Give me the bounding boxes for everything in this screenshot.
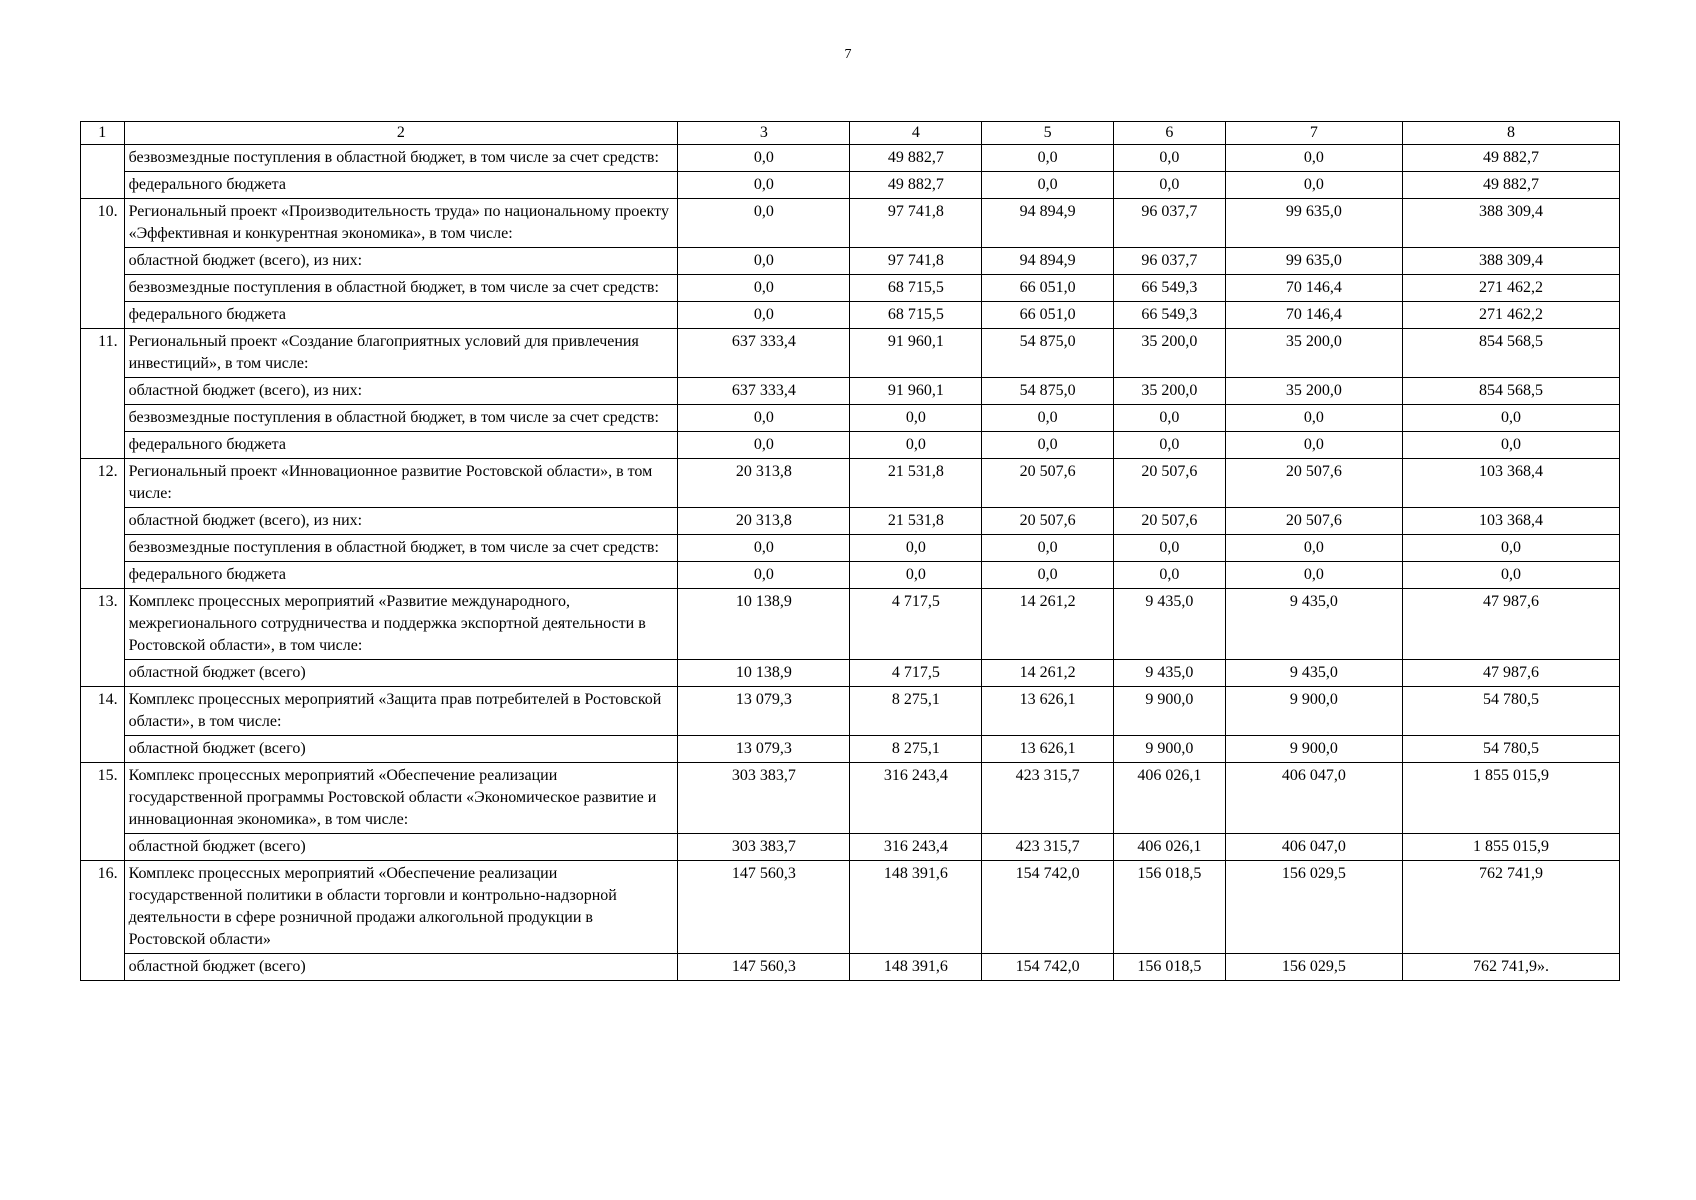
- row-value: 0,0: [1225, 145, 1402, 172]
- row-value: 54 875,0: [982, 378, 1114, 405]
- row-value: 0,0: [1114, 145, 1226, 172]
- row-value: 20 507,6: [982, 508, 1114, 535]
- row-value: 10 138,9: [678, 589, 850, 660]
- row-value: 68 715,5: [850, 275, 982, 302]
- row-value: 20 507,6: [1114, 508, 1226, 535]
- row-value: 91 960,1: [850, 378, 982, 405]
- table-row: [81, 834, 1620, 861]
- row-label: безвозмездные поступления в областной бюджет, в том числе за счет средств:: [124, 275, 678, 302]
- column-header: 3: [678, 122, 850, 145]
- row-value: 91 960,1: [850, 329, 982, 378]
- row-label: Региональный проект «Производительность труда» по национальному проекту «Эффективная и конкурентная экономика», в том числе:: [124, 199, 678, 248]
- row-value: 20 507,6: [1225, 459, 1402, 508]
- column-header: 4: [850, 122, 982, 145]
- row-label: федерального бюджета: [124, 302, 678, 329]
- row-value: 854 568,5: [1403, 329, 1620, 378]
- row-value: 0,0: [982, 432, 1114, 459]
- row-value: 156 029,5: [1225, 861, 1402, 954]
- row-value: 8 275,1: [850, 687, 982, 736]
- row-value: 103 368,4: [1403, 459, 1620, 508]
- row-value: 0,0: [850, 432, 982, 459]
- row-value: 0,0: [678, 199, 850, 248]
- row-label: Региональный проект «Создание благоприятных условий для привлечения инвестиций», в том числе:: [124, 329, 678, 378]
- table-row: [81, 302, 1620, 329]
- column-header: 7: [1225, 122, 1402, 145]
- row-value: 271 462,2: [1403, 275, 1620, 302]
- row-label: федерального бюджета: [124, 172, 678, 199]
- row-value: 423 315,7: [982, 763, 1114, 834]
- row-value: 637 333,4: [678, 378, 850, 405]
- row-value: 20 507,6: [982, 459, 1114, 508]
- row-value: 9 435,0: [1114, 589, 1226, 660]
- row-value: 70 146,4: [1225, 302, 1402, 329]
- row-index: 10.: [81, 199, 125, 329]
- row-value: 0,0: [1225, 562, 1402, 589]
- row-value: 49 882,7: [850, 172, 982, 199]
- row-label: федерального бюджета: [124, 562, 678, 589]
- row-value: 66 051,0: [982, 275, 1114, 302]
- budget-table: [80, 121, 1620, 981]
- row-value: 148 391,6: [850, 861, 982, 954]
- row-value: 156 029,5: [1225, 954, 1402, 981]
- row-value: 156 018,5: [1114, 861, 1226, 954]
- row-value: 0,0: [678, 535, 850, 562]
- row-value: 0,0: [982, 172, 1114, 199]
- row-value: 20 507,6: [1225, 508, 1402, 535]
- row-value: 0,0: [678, 405, 850, 432]
- table-row: [81, 954, 1620, 981]
- column-header-row: [81, 122, 1620, 145]
- row-value: 156 018,5: [1114, 954, 1226, 981]
- row-value: 66 051,0: [982, 302, 1114, 329]
- row-value: 1 855 015,9: [1403, 834, 1620, 861]
- row-value: 13 626,1: [982, 687, 1114, 736]
- row-value: 154 742,0: [982, 861, 1114, 954]
- table-row: [81, 172, 1620, 199]
- row-value: 0,0: [678, 145, 850, 172]
- row-value: 316 243,4: [850, 834, 982, 861]
- table-row: [81, 736, 1620, 763]
- column-header: 5: [982, 122, 1114, 145]
- row-label: Комплекс процессных мероприятий «Обеспечение реализации государственной политики в области торговли и контрольно-надзорной деятельности в сфере розничной продажи алкогольной продукции в Ростовской области»: [124, 861, 678, 954]
- row-value: 0,0: [1403, 405, 1620, 432]
- row-label: Комплекс процессных мероприятий «Обеспечение реализации государственной программы Ростовской области «Экономическое развитие и инновационная экономика», в том числе:: [124, 763, 678, 834]
- row-value: 47 987,6: [1403, 589, 1620, 660]
- row-value: 14 261,2: [982, 660, 1114, 687]
- row-value: 762 741,9».: [1403, 954, 1620, 981]
- row-value: 66 549,3: [1114, 302, 1226, 329]
- row-value: 0,0: [982, 535, 1114, 562]
- row-value: 9 900,0: [1114, 687, 1226, 736]
- row-value: 54 780,5: [1403, 687, 1620, 736]
- row-value: 9 900,0: [1114, 736, 1226, 763]
- row-value: 8 275,1: [850, 736, 982, 763]
- row-value: 271 462,2: [1403, 302, 1620, 329]
- row-value: 0,0: [1114, 535, 1226, 562]
- table-row: [81, 248, 1620, 275]
- row-value: 47 987,6: [1403, 660, 1620, 687]
- row-label: областной бюджет (всего): [124, 834, 678, 861]
- row-value: 94 894,9: [982, 199, 1114, 248]
- row-value: 406 026,1: [1114, 763, 1226, 834]
- row-value: 35 200,0: [1225, 378, 1402, 405]
- row-index: [81, 145, 125, 199]
- row-value: 35 200,0: [1114, 329, 1226, 378]
- row-value: 316 243,4: [850, 763, 982, 834]
- row-value: 0,0: [850, 535, 982, 562]
- row-value: 20 313,8: [678, 508, 850, 535]
- row-label: областной бюджет (всего), из них:: [124, 248, 678, 275]
- table-row: [81, 562, 1620, 589]
- row-value: 0,0: [1225, 172, 1402, 199]
- row-value: 406 026,1: [1114, 834, 1226, 861]
- row-label: областной бюджет (всего): [124, 954, 678, 981]
- row-value: 1 855 015,9: [1403, 763, 1620, 834]
- row-value: 13 626,1: [982, 736, 1114, 763]
- row-label: областной бюджет (всего), из них:: [124, 508, 678, 535]
- column-header: 8: [1403, 122, 1620, 145]
- table-row: [81, 145, 1620, 172]
- row-value: 35 200,0: [1114, 378, 1226, 405]
- row-value: 9 435,0: [1225, 589, 1402, 660]
- row-value: 13 079,3: [678, 687, 850, 736]
- row-label: областной бюджет (всего): [124, 736, 678, 763]
- row-index: 14.: [81, 687, 125, 763]
- row-value: 9 900,0: [1225, 736, 1402, 763]
- row-index: 12.: [81, 459, 125, 589]
- row-index: 16.: [81, 861, 125, 981]
- row-label: областной бюджет (всего): [124, 660, 678, 687]
- row-value: 21 531,8: [850, 508, 982, 535]
- row-value: 854 568,5: [1403, 378, 1620, 405]
- row-value: 406 047,0: [1225, 834, 1402, 861]
- row-value: 0,0: [1114, 562, 1226, 589]
- row-value: 97 741,8: [850, 199, 982, 248]
- row-value: 0,0: [678, 562, 850, 589]
- row-value: 147 560,3: [678, 861, 850, 954]
- row-value: 99 635,0: [1225, 199, 1402, 248]
- row-value: 0,0: [678, 172, 850, 199]
- row-value: 0,0: [678, 302, 850, 329]
- row-index: 11.: [81, 329, 125, 459]
- row-value: 96 037,7: [1114, 199, 1226, 248]
- row-value: 303 383,7: [678, 834, 850, 861]
- page-number: 7: [844, 47, 852, 62]
- table-row: [81, 432, 1620, 459]
- row-value: 0,0: [678, 248, 850, 275]
- column-header: 1: [81, 122, 125, 145]
- row-label: Комплекс процессных мероприятий «Развитие международного, межрегионального сотрудничества и поддержка экспортной деятельности в Ростовской области», в том числе:: [124, 589, 678, 660]
- row-value: 9 435,0: [1114, 660, 1226, 687]
- row-value: 49 882,7: [1403, 145, 1620, 172]
- row-value: 20 507,6: [1114, 459, 1226, 508]
- row-value: 9 900,0: [1225, 687, 1402, 736]
- row-value: 406 047,0: [1225, 763, 1402, 834]
- table-row: [81, 687, 1620, 736]
- row-value: 0,0: [1225, 535, 1402, 562]
- row-value: 10 138,9: [678, 660, 850, 687]
- table-row: [81, 275, 1620, 302]
- row-label: Комплекс процессных мероприятий «Защита прав потребителей в Ростовской области», в том числе:: [124, 687, 678, 736]
- table-row: [81, 378, 1620, 405]
- row-value: 637 333,4: [678, 329, 850, 378]
- table-row: [81, 660, 1620, 687]
- row-value: 0,0: [678, 432, 850, 459]
- row-value: 99 635,0: [1225, 248, 1402, 275]
- row-value: 0,0: [1114, 172, 1226, 199]
- row-value: 423 315,7: [982, 834, 1114, 861]
- row-value: 68 715,5: [850, 302, 982, 329]
- row-value: 0,0: [1225, 405, 1402, 432]
- row-value: 9 435,0: [1225, 660, 1402, 687]
- table-row: [81, 199, 1620, 248]
- row-value: 70 146,4: [1225, 275, 1402, 302]
- row-value: 0,0: [982, 405, 1114, 432]
- row-value: 54 875,0: [982, 329, 1114, 378]
- row-value: 103 368,4: [1403, 508, 1620, 535]
- row-label: безвозмездные поступления в областной бюджет, в том числе за счет средств:: [124, 405, 678, 432]
- row-value: 13 079,3: [678, 736, 850, 763]
- row-value: 35 200,0: [1225, 329, 1402, 378]
- row-value: 154 742,0: [982, 954, 1114, 981]
- table-row: [81, 459, 1620, 508]
- row-value: 148 391,6: [850, 954, 982, 981]
- row-value: 388 309,4: [1403, 248, 1620, 275]
- row-label: Региональный проект «Инновационное развитие Ростовской области», в том числе:: [124, 459, 678, 508]
- table-row: [81, 329, 1620, 378]
- row-value: 97 741,8: [850, 248, 982, 275]
- row-value: 96 037,7: [1114, 248, 1226, 275]
- table-row: [81, 405, 1620, 432]
- table-row: [81, 589, 1620, 660]
- column-header: 6: [1114, 122, 1226, 145]
- row-value: 66 549,3: [1114, 275, 1226, 302]
- row-value: 21 531,8: [850, 459, 982, 508]
- row-value: 0,0: [1114, 405, 1226, 432]
- row-value: 0,0: [1403, 562, 1620, 589]
- row-value: 0,0: [1403, 535, 1620, 562]
- table-row: [81, 763, 1620, 834]
- row-value: 147 560,3: [678, 954, 850, 981]
- row-value: 762 741,9: [1403, 861, 1620, 954]
- column-header: 2: [124, 122, 678, 145]
- row-value: 20 313,8: [678, 459, 850, 508]
- table-row: [81, 861, 1620, 954]
- row-value: 303 383,7: [678, 763, 850, 834]
- table-row: [81, 508, 1620, 535]
- row-index: 15.: [81, 763, 125, 861]
- row-value: 14 261,2: [982, 589, 1114, 660]
- row-value: 54 780,5: [1403, 736, 1620, 763]
- row-value: 0,0: [1225, 432, 1402, 459]
- row-value: 0,0: [982, 145, 1114, 172]
- row-value: 49 882,7: [850, 145, 982, 172]
- row-value: 388 309,4: [1403, 199, 1620, 248]
- row-value: 0,0: [678, 275, 850, 302]
- row-label: федерального бюджета: [124, 432, 678, 459]
- row-value: 94 894,9: [982, 248, 1114, 275]
- row-value: 0,0: [1403, 432, 1620, 459]
- row-value: 0,0: [850, 562, 982, 589]
- row-index: 13.: [81, 589, 125, 687]
- row-value: 4 717,5: [850, 589, 982, 660]
- row-value: 49 882,7: [1403, 172, 1620, 199]
- row-label: безвозмездные поступления в областной бюджет, в том числе за счет средств:: [124, 535, 678, 562]
- row-label: областной бюджет (всего), из них:: [124, 378, 678, 405]
- row-value: 0,0: [982, 562, 1114, 589]
- row-label: безвозмездные поступления в областной бюджет, в том числе за счет средств:: [124, 145, 678, 172]
- row-value: 0,0: [850, 405, 982, 432]
- table-row: [81, 535, 1620, 562]
- row-value: 0,0: [1114, 432, 1226, 459]
- row-value: 4 717,5: [850, 660, 982, 687]
